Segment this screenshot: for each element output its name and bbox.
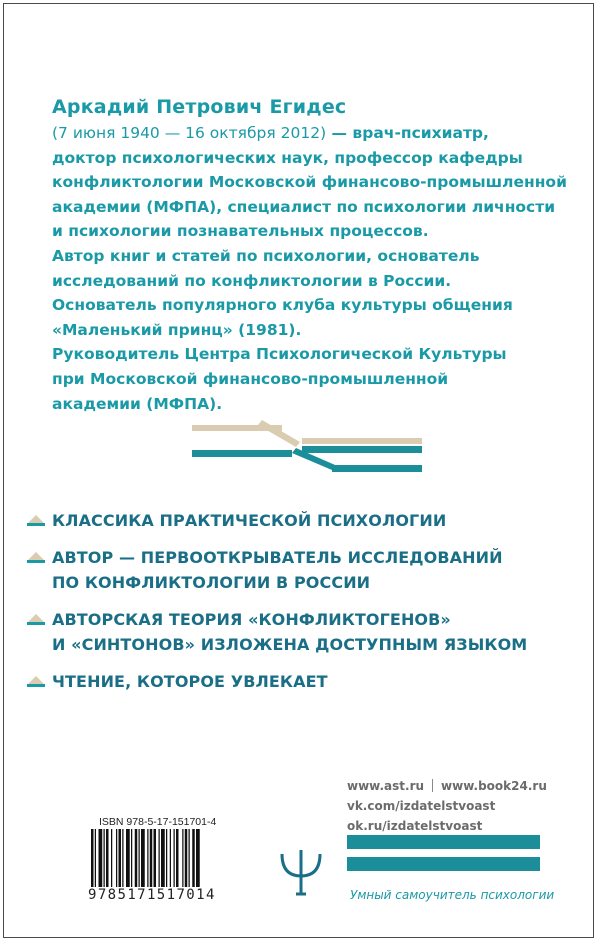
feature-item [26, 669, 586, 694]
book-bullet-icon [26, 673, 46, 687]
series-title: Умный самоучитель психологии [350, 888, 555, 902]
psi-logo-icon [276, 846, 326, 898]
barcode-bar [150, 829, 153, 887]
barcode-bar [189, 829, 190, 887]
bio-line: исследований по конфликтологии в России. [52, 271, 452, 290]
publisher-links [347, 776, 547, 836]
author-name: Аркадий Петрович Егидес [52, 96, 347, 118]
barcode-bar [126, 829, 130, 887]
barcode-bar [159, 829, 160, 887]
bio-line [52, 121, 572, 146]
feature-list [26, 508, 586, 706]
crossing-arrows-ornament [192, 420, 422, 472]
isbn-label: ISBN 978-5-17-151701-4 [99, 816, 217, 828]
bio-line: конфликтологии Московской финансово-промышленной [52, 173, 567, 192]
link-ast: www.ast.ru [347, 779, 425, 793]
barcode-bar [170, 829, 171, 887]
barcode-bar [185, 829, 188, 887]
teal-arrow-shaft-top [302, 446, 422, 453]
feature-text: КЛАССИКА ПРАКТИЧЕСКОЙ ПСИХОЛОГИИ [52, 511, 447, 530]
barcode-bar [182, 829, 183, 887]
series-stripes [347, 835, 540, 873]
bio-line: Руководитель Центра Психологической Культуры [52, 345, 507, 364]
barcode-bar [104, 829, 105, 887]
barcode-bar [154, 829, 157, 887]
book-bullet-icon [26, 611, 46, 625]
feature-text: АВТОРСКАЯ ТЕОРИЯ «КОНФЛИКТОГЕНОВ» [52, 610, 451, 629]
link-separator [432, 779, 433, 792]
stripe-top [347, 835, 540, 849]
author-bio [52, 96, 572, 416]
feature-item [26, 545, 586, 595]
bio-text: — врач-психиатр, [326, 124, 489, 142]
barcode-bar [166, 829, 167, 887]
feature-text: ЧТЕНИЕ, КОТОРОЕ УВЛЕКАЕТ [52, 672, 328, 691]
feature-item [26, 508, 586, 533]
barcode-digits: 9785171517014 [88, 887, 216, 903]
barcode-bar [141, 829, 145, 887]
barcode-bar [174, 829, 175, 887]
teal-arrow-tail [332, 465, 422, 472]
barcode-bar [122, 829, 123, 887]
link-book24: www.book24.ru [441, 779, 547, 793]
bio-line: академии (МФПА), специалист по психологии личности [52, 197, 556, 216]
barcode-bar [192, 829, 195, 887]
book-bullet-icon [26, 512, 46, 526]
bio-line: и психологии познавательных процессов. [52, 222, 429, 241]
barcode-bar [91, 829, 94, 887]
bio-line: при Московской финансово-промышленной [52, 369, 449, 388]
bio-line: академии (МФПА). [52, 394, 223, 413]
bio-line: «Маленький принц» (1981). [52, 320, 302, 339]
beige-arrow-shaft-right [302, 438, 422, 444]
bio-line: доктор психологических наук, профессор кафедры [52, 148, 523, 167]
website-row [347, 776, 547, 796]
barcode-bar [196, 829, 200, 887]
stripe-bottom [347, 857, 540, 871]
link-vk: vk.com/izdatelstvoast [347, 799, 496, 813]
feature-text: АВТОР — ПЕРВООТКРЫВАТЕЛЬ ИССЛЕДОВАНИЙ [52, 548, 503, 567]
bio-line: Автор книг и статей по психологии, основатель [52, 246, 480, 265]
barcode-bar [99, 829, 103, 887]
book-back-cover [3, 3, 594, 938]
book-bullet-icon [26, 549, 46, 563]
teal-arrow-shaft-left [192, 450, 292, 457]
barcode-bar [119, 829, 122, 887]
feature-item [26, 607, 586, 657]
barcode-bar [106, 829, 109, 887]
barcode-bar [131, 829, 132, 887]
barcode-bar [95, 829, 96, 887]
feature-text: И «СИНТОНОВ» ИЗЛОЖЕНА ДОСТУПНЫМ ЯЗЫКОМ [52, 635, 528, 654]
barcode-bar [161, 829, 165, 887]
barcode-bar [147, 829, 148, 887]
barcode-bar [135, 829, 138, 887]
barcode-bar [116, 829, 117, 887]
feature-text: ПО КОНФЛИКТОЛОГИИ В РОССИИ [52, 573, 371, 592]
link-ok: ok.ru/izdatelstvoast [347, 819, 483, 833]
beige-arrow-diagonal [258, 420, 300, 447]
bio-line: Основатель популярного клуба культуры общения [52, 296, 513, 315]
barcode-bar [111, 829, 112, 887]
barcode-bar [139, 829, 140, 887]
author-dates: (7 июня 1940 — 16 октября 2012) [52, 124, 327, 142]
barcode [89, 829, 237, 887]
barcode-bar [176, 829, 179, 887]
